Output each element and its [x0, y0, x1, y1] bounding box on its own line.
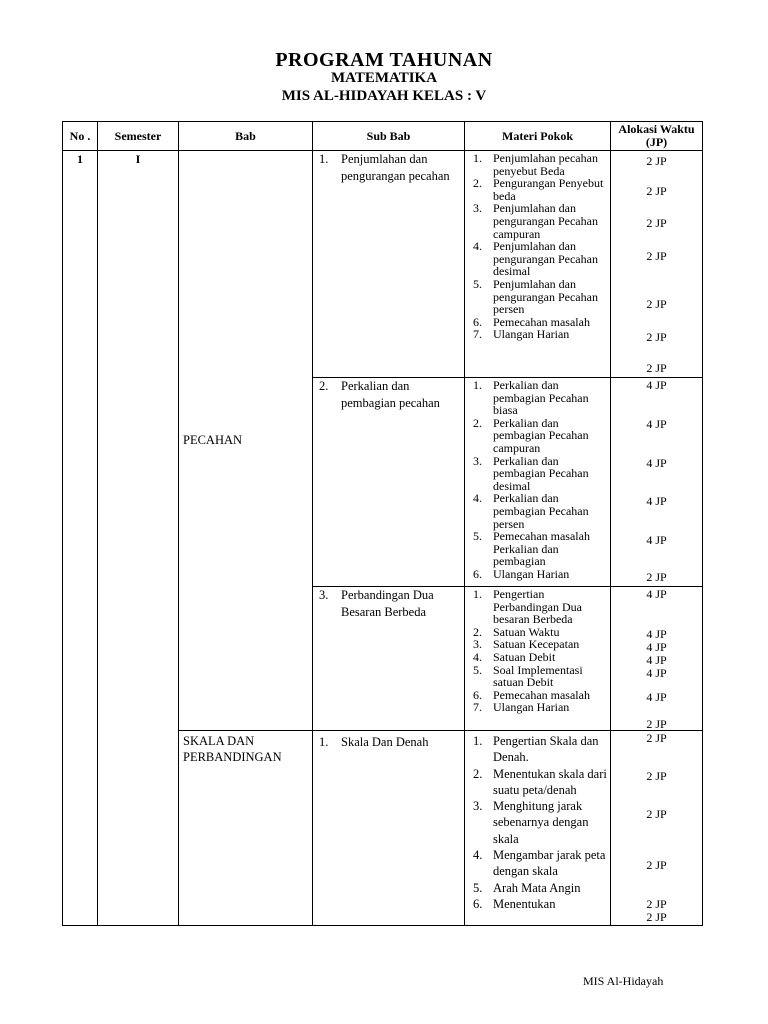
materi-cell: [465, 587, 611, 731]
materi-text: Soal Implementasi satuan Debit: [493, 662, 583, 690]
column-header-no: No .: [63, 122, 98, 151]
sub-bab-cell: [313, 587, 465, 731]
materi-text: Menghitung jarak sebenarnya dengan skala: [493, 799, 589, 846]
materi-text: Penjumlahan dan pengurangan Pecahan persen: [493, 276, 598, 317]
jp-value: 4 JP: [646, 587, 667, 601]
materi-text: Pengertian Skala dan Denah.: [493, 734, 599, 765]
materi-text: Ulangan Harian: [493, 566, 570, 581]
materi-text: Arah Mata Angin: [493, 880, 581, 895]
materi-item: [473, 664, 608, 689]
materi-number: 1.: [473, 734, 483, 748]
jp-value: 2 JP: [646, 216, 667, 230]
materi-item: [473, 455, 608, 493]
materi-list: [465, 731, 610, 912]
materi-item: [473, 798, 608, 847]
materi-number: 2.: [473, 766, 483, 781]
materi-number: 1.: [473, 151, 482, 165]
materi-number: 6.: [473, 566, 482, 581]
column-header-alokasi-waktu: Alokasi Waktu (JP): [611, 122, 703, 151]
materi-item: [473, 417, 608, 455]
materi-item: [473, 588, 608, 626]
materi-cell: [465, 731, 611, 926]
materi-text: Pengertian Perbandingan Dua besaran Berbeda: [493, 587, 582, 627]
materi-item: [473, 202, 608, 240]
materi-text: Pemecahan masalah: [493, 687, 590, 702]
jp-value: 4 JP: [646, 456, 667, 470]
materi-number: 4.: [473, 649, 482, 664]
jp-value: 4 JP: [646, 417, 667, 431]
jp-value: 2 JP: [646, 858, 667, 872]
jp-value: 2 JP: [646, 361, 667, 375]
materi-text: Mengambar jarak peta dengan skala: [493, 848, 606, 879]
materi-number: 7.: [473, 327, 482, 342]
materi-text: Perkalian dan pembagian Pecahan persen: [493, 491, 589, 531]
sub-bab-title: Perbandingan Dua Besaran Berbeda: [341, 588, 434, 619]
materi-item: [473, 733, 608, 766]
materi-text: Ulangan Harian: [493, 327, 570, 342]
materi-text: Pengurangan Penyebut beda: [493, 176, 604, 203]
jp-value: 2 JP: [646, 731, 667, 745]
materi-number: 3.: [473, 453, 482, 468]
materi-number: 5.: [473, 662, 482, 677]
page-title: PROGRAM TAHUNAN: [275, 49, 493, 71]
jp-value: 4 JP: [646, 378, 667, 392]
materi-number: 4.: [473, 848, 483, 863]
jp-value: 2 JP: [646, 570, 667, 584]
jp-value: 4 JP: [646, 533, 667, 547]
table-header-row: [63, 122, 703, 151]
jp-value: 2 JP: [646, 897, 667, 911]
program-table: [62, 121, 703, 926]
row-number: 1: [63, 151, 98, 926]
jp-cell: [611, 151, 703, 378]
materi-item: [473, 896, 608, 912]
jp-value: 2 JP: [646, 154, 667, 168]
materi-number: 1.: [473, 587, 482, 601]
materi-item: [473, 278, 608, 316]
materi-text: Perkalian dan pembagian Pecahan campuran: [493, 415, 589, 455]
jp-value: 4 JP: [646, 640, 667, 654]
materi-item: [473, 847, 608, 880]
materi-text: Penjumlahan pecahan penyebut Beda: [493, 151, 598, 178]
materi-number: 2.: [473, 624, 482, 639]
materi-item: [473, 766, 608, 799]
materi-number: 3.: [473, 799, 483, 814]
materi-text: Perkalian dan pembagian Pecahan desimal: [493, 453, 589, 493]
sub-bab-cell: [313, 378, 465, 587]
sub-bab-title: Penjumlahan dan pengurangan pecahan: [341, 152, 450, 183]
materi-number: 5.: [473, 880, 483, 895]
materi-item: [473, 152, 608, 177]
table-row: [63, 151, 703, 378]
materi-item: [473, 880, 608, 896]
materi-item: [473, 328, 608, 341]
materi-item: [473, 701, 608, 714]
materi-number: 5.: [473, 276, 482, 291]
materi-number: 1.: [473, 378, 482, 392]
materi-list: [465, 378, 610, 581]
materi-item: [473, 177, 608, 202]
materi-item: [473, 530, 608, 568]
jp-value: 2 JP: [646, 717, 667, 731]
materi-text: Pemecahan masalah: [493, 314, 590, 329]
materi-number: 6.: [473, 687, 482, 702]
materi-number: 3.: [473, 637, 482, 652]
jp-value: 4 JP: [646, 653, 667, 667]
sub-bab-cell: [313, 731, 465, 926]
materi-text: Penjumlahan dan pengurangan Pecahan campuran: [493, 201, 598, 241]
materi-list: [465, 151, 610, 341]
column-header-materi-pokok: Materi Pokok: [465, 122, 611, 151]
jp-value: 2 JP: [646, 807, 667, 821]
bab-cell-skala: SKALA DAN PERBANDINGAN: [179, 731, 313, 926]
column-header-semester: Semester: [98, 122, 179, 151]
materi-number: 2.: [473, 415, 482, 430]
jp-cell: [611, 587, 703, 731]
subject-title: MATEMATIKA: [330, 70, 438, 86]
materi-number: 7.: [473, 700, 482, 715]
materi-item: [473, 568, 608, 581]
materi-number: 6.: [473, 314, 482, 329]
materi-text: Perkalian dan pembagian Pecahan biasa: [493, 378, 589, 418]
materi-number: 4.: [473, 491, 482, 506]
materi-number: 6.: [473, 896, 483, 911]
sub-bab-number: 1.: [319, 152, 329, 166]
materi-text: Satuan Debit: [493, 649, 556, 664]
materi-text: Menentukan: [493, 896, 556, 911]
materi-text: Satuan Waktu: [493, 624, 560, 639]
materi-number: 3.: [473, 201, 482, 216]
jp-cell: [611, 731, 703, 926]
materi-cell: [465, 151, 611, 378]
materi-item: [473, 492, 608, 530]
sub-bab-title: Skala Dan Denah: [341, 735, 429, 749]
page-footer: MIS Al-Hidayah: [583, 974, 664, 988]
jp-value: 2 JP: [646, 249, 667, 263]
bab-cell-pecahan: PECAHAN: [179, 151, 313, 731]
jp-value: 2 JP: [646, 330, 667, 344]
materi-number: 4.: [473, 239, 482, 254]
jp-value: 2 JP: [646, 910, 667, 924]
jp-value: 2 JP: [646, 184, 667, 198]
materi-text: Pemecahan masalah Perkalian dan pembagian: [493, 529, 590, 569]
jp-value: 2 JP: [646, 297, 667, 311]
materi-number: 2.: [473, 176, 482, 191]
column-header-sub-bab: Sub Bab: [313, 122, 465, 151]
jp-value: 4 JP: [646, 627, 667, 641]
sub-bab-title: Perkalian dan pembagian pecahan: [341, 379, 440, 410]
materi-text: Penjumlahan dan pengurangan Pecahan desimal: [493, 239, 598, 279]
jp-value: 4 JP: [646, 494, 667, 508]
materi-list: [465, 587, 610, 714]
school-class-title: MIS AL-HIDAYAH KELAS : V: [281, 88, 487, 104]
materi-text: Satuan Kecepatan: [493, 637, 580, 652]
sub-bab-cell: [313, 151, 465, 378]
jp-value: 2 JP: [646, 769, 667, 783]
materi-text: Menentukan skala dari suatu peta/denah: [493, 766, 607, 797]
semester-cell: I: [98, 151, 179, 926]
materi-item: [473, 240, 608, 278]
sub-bab-number: 2.: [319, 379, 329, 393]
column-header-bab: Bab: [179, 122, 313, 151]
materi-text: Ulangan Harian: [493, 700, 570, 715]
materi-item: [473, 379, 608, 417]
materi-cell: [465, 378, 611, 587]
jp-value: 4 JP: [646, 690, 667, 704]
jp-cell: [611, 378, 703, 587]
materi-item: [473, 651, 608, 664]
sub-bab-number: 3.: [319, 588, 329, 602]
sub-bab-number: 1.: [319, 735, 329, 749]
jp-value: 4 JP: [646, 666, 667, 680]
materi-number: 5.: [473, 529, 482, 544]
